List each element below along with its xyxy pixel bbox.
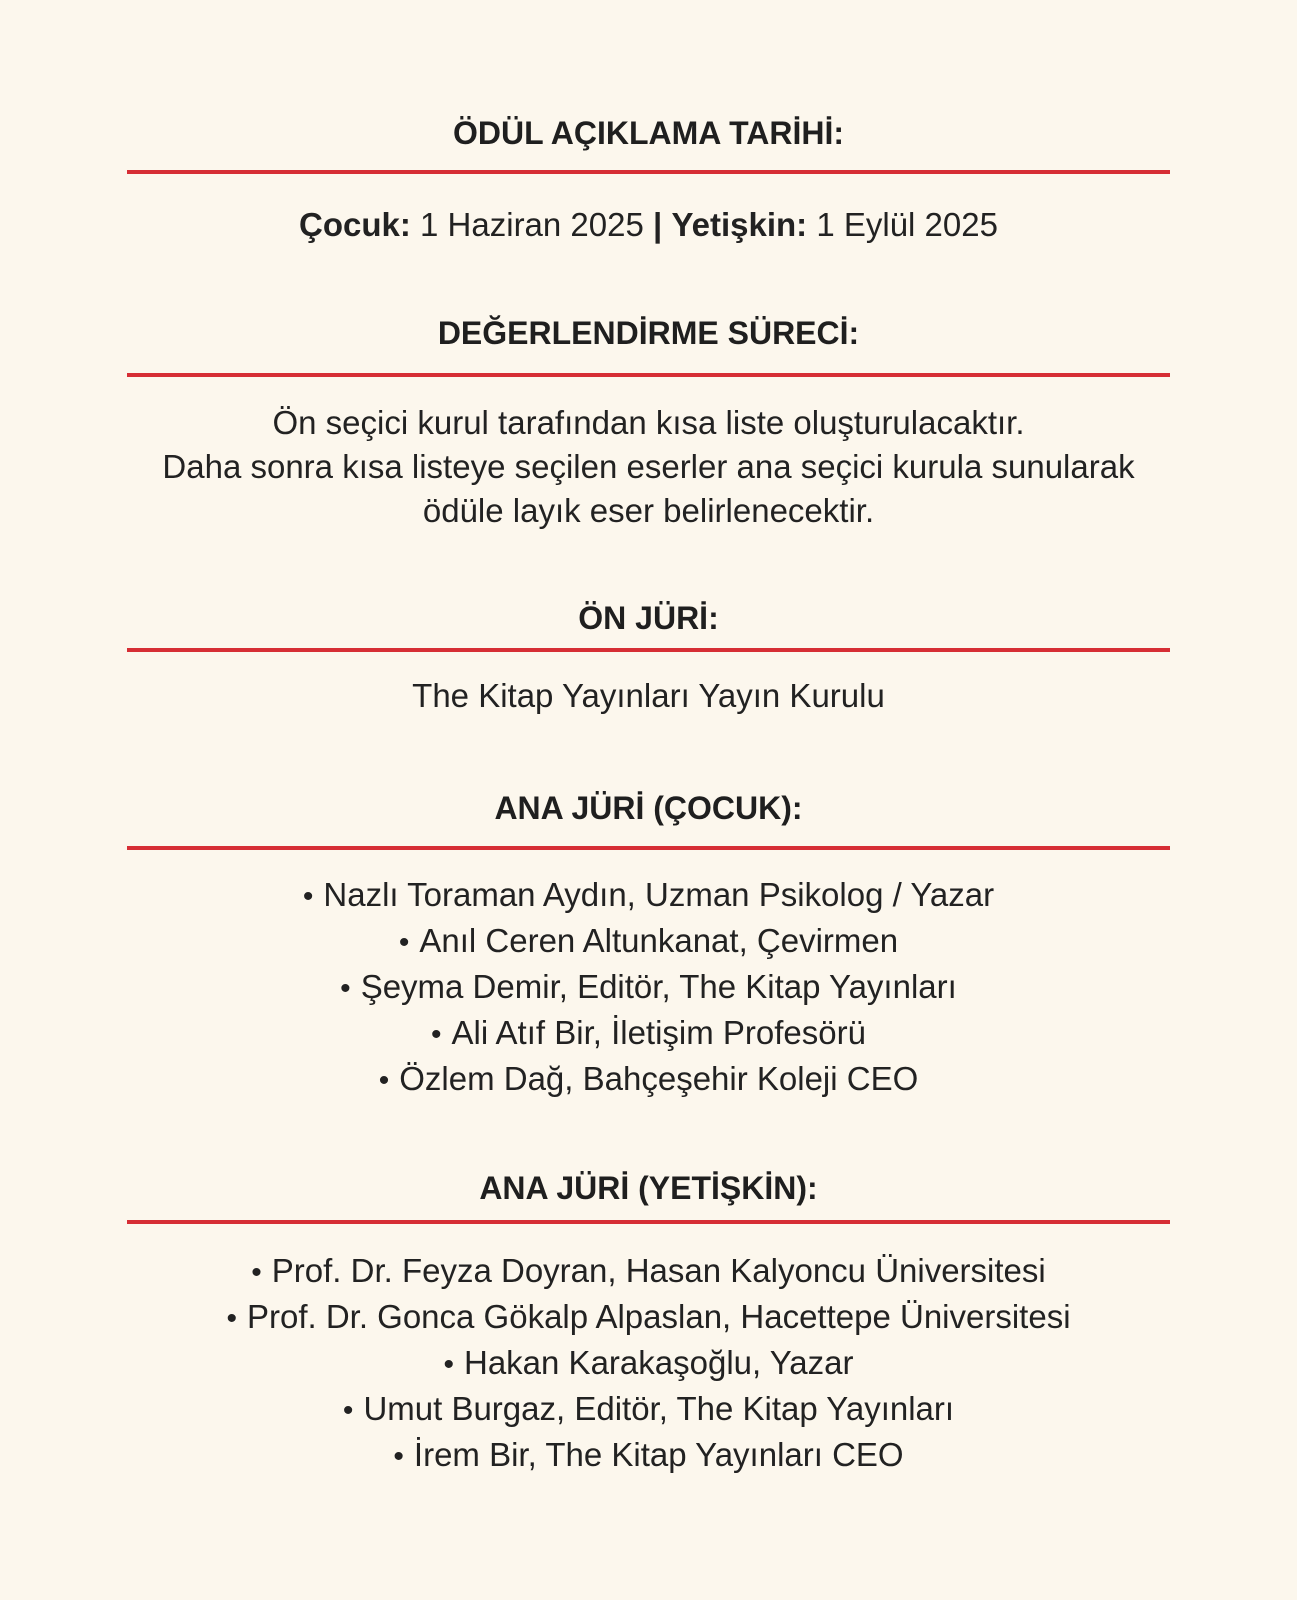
jury-member: Anıl Ceren Altunkanat, Çevirmen [419,922,899,959]
award-date-line [0,203,1297,247]
jury-member: Hakan Karakaşoğlu, Yazar [464,1344,854,1381]
jury-member: Özlem Dağ, Bahçeşehir Koleji CEO [399,1060,919,1097]
list-item [0,1011,1297,1057]
bullet: • [340,972,351,1005]
child-jury-heading: ANA JÜRİ (ÇOCUK): [494,790,803,826]
pre-jury-heading: ÖN JÜRİ: [578,600,719,636]
bullet: • [378,1064,390,1097]
bullet: • [226,1302,237,1335]
evaluation-line: ödüle layık eser belirlenecektir. [422,492,875,529]
date-separator: | [653,206,663,243]
list-item [0,1387,1297,1433]
adult-jury-list [0,1249,1297,1479]
evaluation-rule [127,373,1170,377]
bullet: • [393,1440,404,1473]
adult-jury-rule [127,1220,1170,1224]
jury-member: Ali Atıf Bir, İletişim Profesörü [451,1014,866,1051]
list-item [0,965,1297,1011]
child-date: 1 Haziran 2025 [420,206,644,243]
list-item [0,919,1297,965]
jury-member: Prof. Dr. Gonca Gökalp Alpaslan, Hacettepe Üniversitesi [246,1298,1071,1335]
jury-member: İrem Bir, The Kitap Yayınları CEO [413,1436,904,1473]
jury-member: Şeyma Demir, Editör, The Kitap Yayınları [360,968,957,1005]
child-jury-rule [127,846,1170,850]
list-item [0,1341,1297,1387]
pre-jury-text: The Kitap Yayınları Yayın Kurulu [412,677,885,714]
list-item [0,1249,1297,1295]
evaluation-line: Ön seçici kurul tarafından kısa liste oluşturulacaktır. [272,404,1025,441]
bullet: • [251,1256,262,1289]
list-item [0,1295,1297,1341]
evaluation-paragraph [0,401,1297,533]
bullet: • [302,880,314,913]
award-date-heading: ÖDÜL AÇIKLAMA TARİHİ: [452,115,845,151]
pre-jury-rule [127,648,1170,652]
bullet: • [443,1348,454,1381]
list-item [0,873,1297,919]
adult-label: Yetişkin: [671,206,808,243]
bullet: • [342,1394,354,1427]
list-item [0,1433,1297,1479]
evaluation-heading: DEĞERLENDİRME SÜRECİ: [437,315,860,351]
jury-member: Prof. Dr. Feyza Doyran, Hasan Kalyoncu Üniversitesi [271,1252,1046,1289]
jury-member: Nazlı Toraman Aydın, Uzman Psikolog / Yazar [323,876,995,913]
adult-jury-heading: ANA JÜRİ (YETİŞKİN): [479,1170,818,1206]
jury-member: Umut Burgaz, Editör, The Kitap Yayınları [363,1390,955,1427]
bullet: • [431,1018,442,1051]
child-label: Çocuk: [299,206,411,243]
bullet: • [398,926,410,959]
list-item [0,1057,1297,1103]
child-jury-list [0,873,1297,1103]
evaluation-line: Daha sonra kısa listeye seçilen eserler ana seçici kurula sunularak [162,448,1135,485]
adult-date: 1 Eylül 2025 [816,206,998,243]
award-date-rule [127,170,1170,174]
